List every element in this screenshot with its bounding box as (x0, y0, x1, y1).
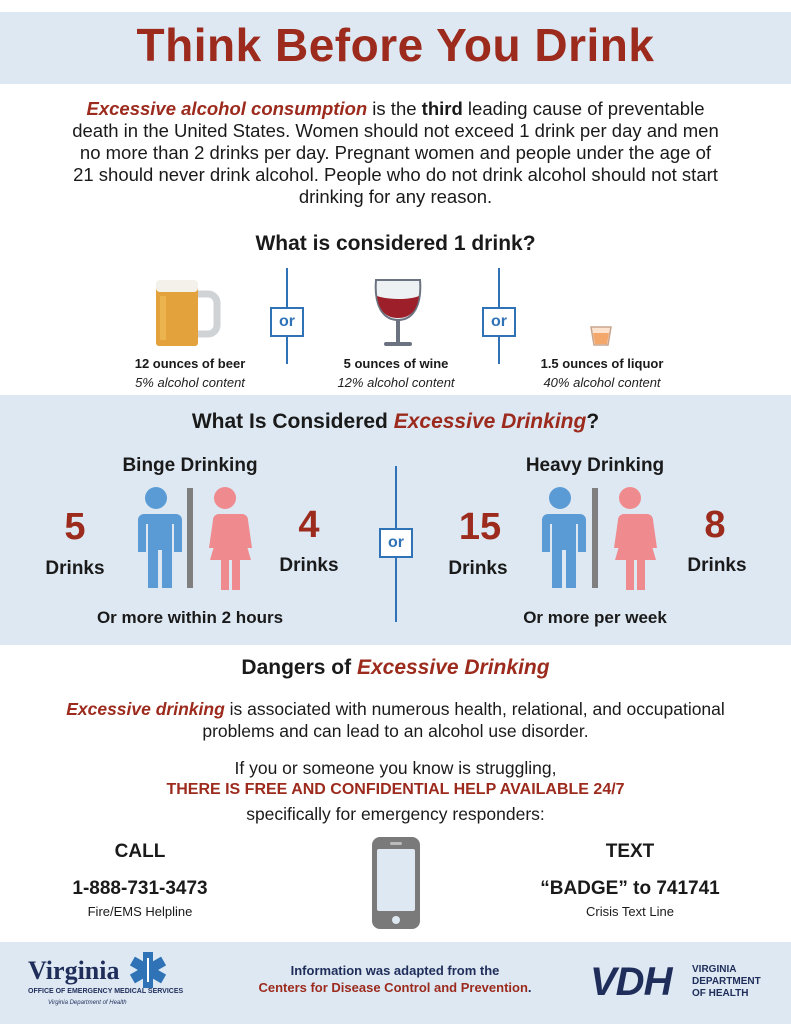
virginia-oems-logo (28, 950, 184, 1016)
binge-men-count: 5 (64, 506, 86, 548)
text-sub: Crisis Text Line (586, 904, 674, 919)
beer-label: 12 ounces of beer (134, 356, 246, 371)
dangers-body-text: is associated with numerous health, relational, and occupational problems and can lead to an alcohol use disorder. (202, 699, 725, 741)
wine-glass-icon (372, 278, 424, 350)
binge-women-count: 4 (298, 504, 320, 546)
or-label: or (379, 528, 413, 558)
intro-emphasis: Excessive alcohol consumption (86, 98, 368, 119)
gender-divider (187, 488, 193, 588)
liquor-label: 1.5 ounces of liquor (540, 356, 664, 371)
vdh-mark: VDH (590, 960, 672, 1004)
heavy-men-count: 15 (458, 506, 502, 548)
smartphone-icon (370, 835, 422, 931)
heavy-women-count: 8 (704, 504, 726, 546)
excessive-heading (0, 410, 791, 434)
binge-foot: Or more within 2 hours (96, 608, 284, 627)
vdh-logo (590, 960, 770, 1010)
footer-line1: Information was adapted from the (290, 963, 500, 978)
call-number[interactable]: 1-888-731-3473 (72, 878, 208, 899)
woman-icon (601, 486, 659, 590)
text-heading: TEXT (605, 841, 655, 862)
wine-label: 5 ounces of wine (343, 356, 449, 371)
heavy-men-unit: Drinks (448, 558, 508, 579)
excessive-heading-a: What Is Considered (191, 410, 394, 433)
footer-period: . (527, 980, 532, 995)
man-icon (532, 486, 588, 590)
excessive-heading-em: Excessive Drinking (393, 410, 587, 433)
intro-text-2: leading cause of preventable death in the United States. Women should not exceed 1 drink per day and men no more than 2 drinks per day. Pregnant women and people under the age of 21 should never drink alcohol. People who do not drink alcohol should not start drinking for any reason. (72, 98, 719, 207)
excessive-heading-b: ? (586, 410, 600, 433)
dangers-line2: specifically for emergency responders: (246, 804, 545, 824)
intro-text-1: is the (367, 98, 422, 119)
help-available: THERE IS FREE AND CONFIDENTIAL HELP AVAILABLE 24/7 (166, 781, 625, 798)
call-sub: Fire/EMS Helpline (87, 904, 193, 919)
virginia-logo-sub1: OFFICE OF EMERGENCY MEDICAL SERVICES (28, 988, 184, 995)
dangers-heading (0, 656, 791, 680)
beer-sub: 5% alcohol content (135, 375, 245, 390)
footer-source (200, 962, 590, 996)
vdh-text (692, 964, 761, 1000)
heavy-foot: Or more per week (523, 608, 667, 627)
heavy-title: Heavy Drinking (525, 455, 665, 476)
dangers-line1: If you or someone you know is struggling, (234, 758, 557, 778)
dangers-heading-a: Dangers of (241, 656, 357, 679)
dangers-heading-em: Excessive Drinking (356, 656, 550, 679)
binge-men-unit: Drinks (45, 558, 105, 579)
footer-cdc-link[interactable]: Centers for Disease Control and Prevention (258, 980, 528, 995)
call-heading: CALL (114, 841, 166, 862)
intro-bold: third (421, 98, 463, 119)
vdh-line2: DEPARTMENT (692, 976, 761, 987)
virginia-logo-text: Virginia (28, 956, 120, 985)
shot-glass-icon (589, 325, 613, 347)
or-label: or (270, 307, 304, 337)
gender-divider (592, 488, 598, 588)
one-drink-heading: What is considered 1 drink? (255, 232, 536, 255)
dangers-body (60, 698, 731, 742)
or-label: or (482, 307, 516, 337)
dangers-emphasis: Excessive drinking (66, 699, 225, 719)
vdh-line3: OF HEALTH (692, 988, 749, 999)
page-title: Think Before You Drink (136, 19, 655, 71)
vdh-line1: VIRGINIA (692, 964, 737, 975)
star-of-life-icon (128, 950, 168, 990)
text-keyword[interactable]: “BADGE” to 741741 (540, 878, 720, 899)
intro-paragraph (70, 98, 721, 208)
wine-sub: 12% alcohol content (337, 375, 455, 390)
binge-women-unit: Drinks (279, 555, 339, 576)
heavy-women-unit: Drinks (687, 555, 747, 576)
beer-mug-icon (152, 276, 222, 348)
binge-title: Binge Drinking (122, 455, 258, 476)
woman-icon (196, 486, 254, 590)
liquor-sub: 40% alcohol content (543, 375, 661, 390)
virginia-logo-sub2: Virginia Department of Health (48, 1000, 127, 1006)
man-icon (128, 486, 184, 590)
